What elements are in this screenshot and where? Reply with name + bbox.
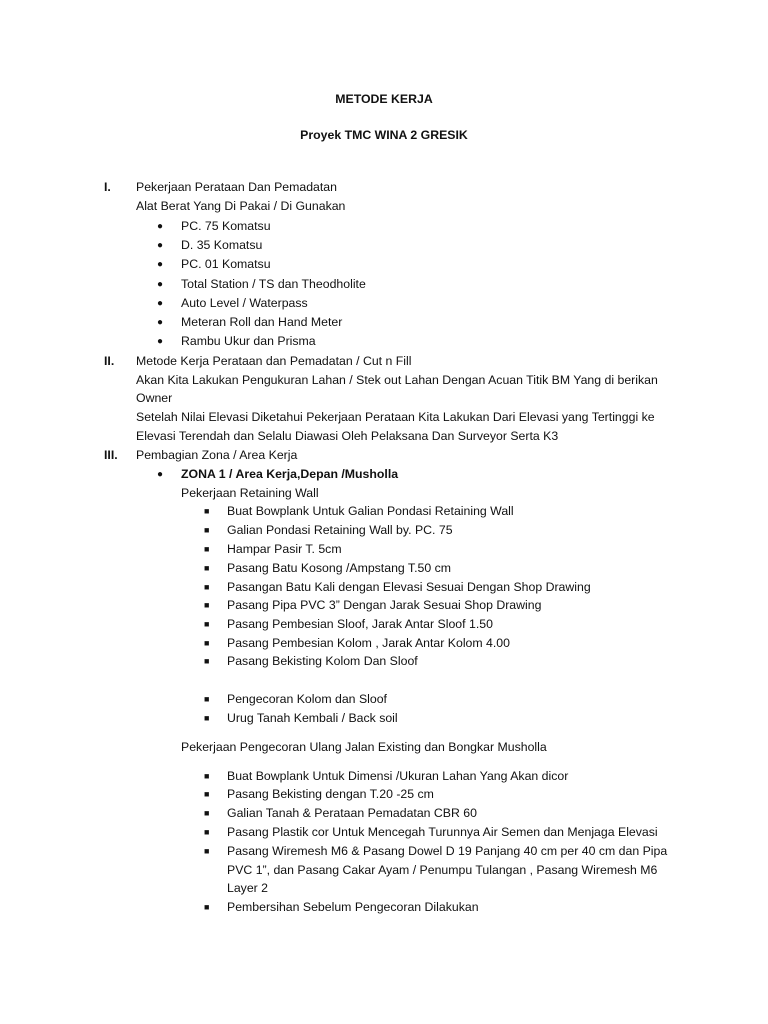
list-item: PC. 01 Komatsu [181, 257, 271, 271]
list-item: Pasang Batu Kosong /Ampstang T.50 cm [227, 561, 451, 575]
square-bullet-icon: ■ [204, 808, 210, 818]
section-2-text: Owner [136, 391, 173, 405]
section-3-number: III. [104, 448, 118, 462]
section-2-text: Elevasi Terendah dan Selalu Diawasi Oleh Pelaksana Dan Surveyor Serta K3 [136, 429, 559, 443]
list-item: Pasang Wiremesh M6 & Pasang Dowel D 19 Panjang 40 cm per 40 cm dan Pipa [227, 844, 668, 858]
bullet-icon: ● [157, 317, 164, 328]
list-item: Pasang Pembesian Sloof, Jarak Antar Sloof 1.50 [227, 617, 493, 631]
square-bullet-icon: ■ [204, 563, 210, 573]
list-item: Pasang Bekisting Kolom Dan Sloof [227, 654, 418, 668]
square-bullet-icon: ■ [204, 771, 210, 781]
list-item: Pasangan Batu Kali dengan Elevasi Sesuai Dengan Shop Drawing [227, 580, 591, 594]
bullet-icon: ● [157, 279, 164, 290]
section-2-text: Akan Kita Lakukan Pengukuran Lahan / Stek out Lahan Dengan Acuan Titik BM Yang di berikan [136, 373, 658, 387]
bullet-icon: ● [157, 336, 164, 347]
list-item: Total Station / TS dan Theodholite [181, 277, 366, 291]
group-title-retaining-wall: Pekerjaan Retaining Wall [181, 486, 319, 500]
list-item: Rambu Ukur dan Prisma [181, 334, 316, 348]
square-bullet-icon: ■ [204, 656, 210, 666]
list-item: Urug Tanah Kembali / Back soil [227, 711, 398, 725]
section-3-heading: Pembagian Zona / Area Kerja [136, 448, 298, 462]
zone-place: Musholla [344, 467, 399, 481]
bullet-icon: ● [157, 298, 164, 309]
square-bullet-icon: ■ [204, 619, 210, 629]
section-1-heading: Pekerjaan Perataan Dan Pemadatan [136, 180, 337, 194]
list-item: Buat Bowplank Untuk Galian Pondasi Retaining Wall [227, 504, 514, 518]
square-bullet-icon: ■ [204, 902, 210, 912]
square-bullet-icon: ■ [204, 827, 210, 837]
section-2-heading: Metode Kerja Perataan dan Pemadatan / Cut n Fill [136, 354, 412, 368]
square-bullet-icon: ■ [204, 582, 210, 592]
list-item: Pasang Pembesian Kolom , Jarak Antar Kolom 4.00 [227, 636, 510, 650]
doc-title: METODE KERJA [335, 92, 433, 106]
zone-area: Area Kerja,Depan [235, 467, 342, 481]
section-2-number: II. [104, 354, 115, 368]
list-item-continuation: Layer 2 [227, 881, 269, 895]
square-bullet-icon: ■ [204, 525, 210, 535]
doc-subtitle: Proyek TMC WINA 2 GRESIK [300, 128, 468, 142]
list-item: Pasang Plastik cor Untuk Mencegah Turunnya Air Semen dan Menjaga Elevasi [227, 825, 658, 839]
section-1-number: I. [104, 180, 111, 194]
section-1-text: Alat Berat Yang Di Pakai / Di Gunakan [136, 199, 346, 213]
list-item: Pengecoran Kolom dan Sloof [227, 692, 387, 706]
list-item: Pasang Bekisting dengan T.20 -25 cm [227, 787, 434, 801]
bullet-icon: ● [157, 469, 164, 480]
list-item: Hampar Pasir T. 5cm [227, 542, 342, 556]
square-bullet-icon: ■ [204, 713, 210, 723]
list-item: Galian Pondasi Retaining Wall by. PC. 75 [227, 523, 453, 537]
group-title-pengecoran: Pekerjaan Pengecoran Ulang Jalan Existing dan Bongkar Musholla [181, 740, 547, 754]
square-bullet-icon: ■ [204, 638, 210, 648]
square-bullet-icon: ■ [204, 600, 210, 610]
list-item: Auto Level / Waterpass [181, 296, 308, 310]
list-item: Pasang Pipa PVC 3” Dengan Jarak Sesuai Shop Drawing [227, 598, 542, 612]
square-bullet-icon: ■ [204, 789, 210, 799]
square-bullet-icon: ■ [204, 694, 210, 704]
list-item: Pembersihan Sebelum Pengecoran Dilakukan [227, 900, 479, 914]
zone-label: ZONA 1 [181, 467, 226, 481]
bullet-icon: ● [157, 259, 164, 270]
zone-heading [181, 465, 398, 484]
list-item: D. 35 Komatsu [181, 238, 263, 252]
bullet-icon: ● [157, 240, 164, 251]
zone-separator: / [225, 467, 236, 481]
list-item: Galian Tanah & Perataan Pemadatan CBR 60 [227, 806, 477, 820]
square-bullet-icon: ■ [204, 544, 210, 554]
list-item: Meteran Roll dan Hand Meter [181, 315, 343, 329]
bullet-icon: ● [157, 221, 164, 232]
list-item: PC. 75 Komatsu [181, 219, 271, 233]
section-2-text: Setelah Nilai Elevasi Diketahui Pekerjaan Perataan Kita Lakukan Dari Elevasi yang Tertinggi ke [136, 410, 655, 424]
square-bullet-icon: ■ [204, 506, 210, 516]
zone-separator: / [341, 467, 345, 481]
list-item-continuation: PVC 1”, dan Pasang Cakar Ayam / Penumpu Tulangan , Pasang Wiremesh M6 [227, 863, 658, 877]
list-item: Buat Bowplank Untuk Dimensi /Ukuran Lahan Yang Akan dicor [227, 769, 569, 783]
square-bullet-icon: ■ [204, 846, 210, 856]
